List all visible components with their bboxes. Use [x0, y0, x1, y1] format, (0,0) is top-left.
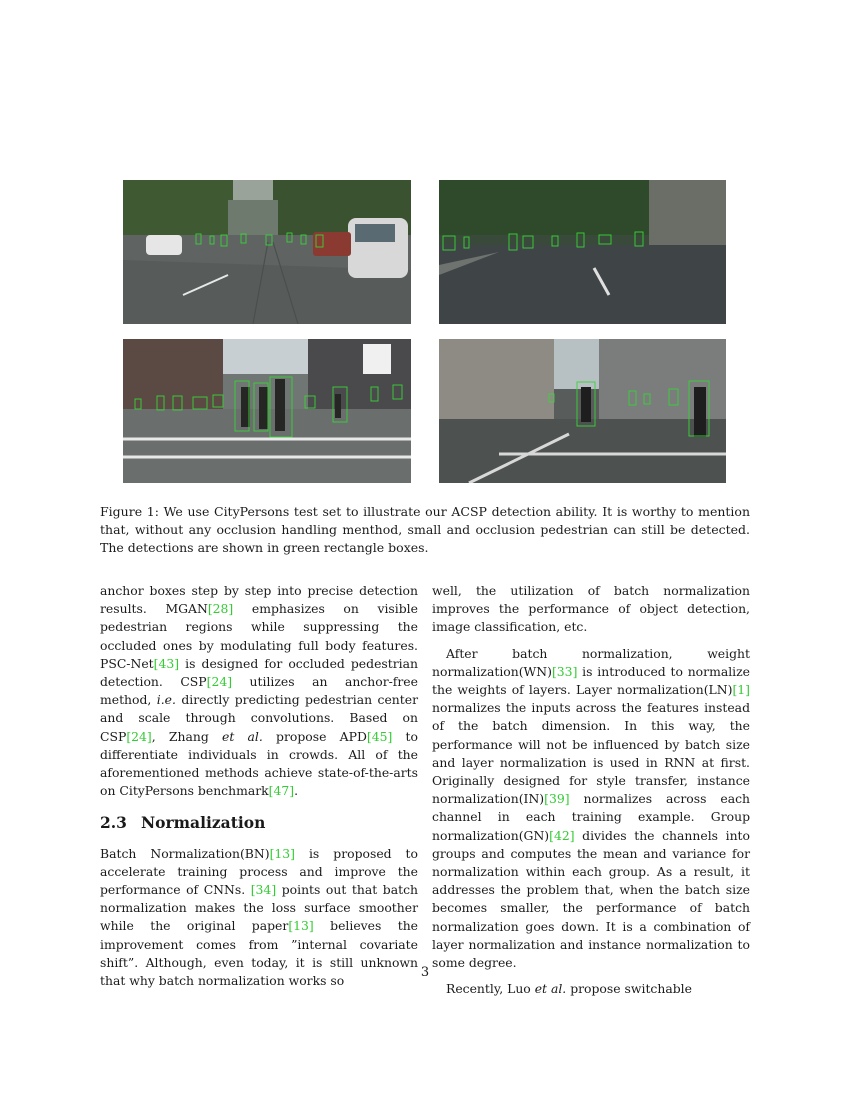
right-column	[432, 582, 750, 1006]
text-span: divides the channels into groups and computes the mean and variance for normalization within each group. As a result, it addresses the problem that, when the batch size becomes smaller, the performance of batch normalization goes down. It is a combination of layer normalization and instance normalization to some degree.	[432, 827, 750, 971]
street-scene-3	[123, 339, 411, 483]
paragraph-related-work	[100, 582, 418, 800]
paragraph-switchable	[432, 980, 750, 998]
text-span: is designed for occluded pedestrian detection. CSP	[100, 655, 418, 690]
section-heading	[100, 814, 418, 832]
text-span: normalizes the inputs across the features instead of the batch dimension. In this way, the performance will not be influenced by batch size and layer normalization is used in RNN at first. Originally designed for style transfer, instance normalization(IN)	[432, 700, 750, 807]
citation-link[interactable]: [24]	[126, 728, 152, 744]
text-span: believes the improvement comes from ”internal covariate shift”. Although, even today, it is still unknown that why batch normalization works so	[100, 918, 419, 989]
page-number: 3	[420, 965, 430, 980]
citation-link[interactable]: [47]	[268, 783, 295, 799]
street-photo-top-left	[123, 180, 411, 324]
italic-text: i.e.	[156, 692, 176, 708]
text-span: directly predicting pedestrian center and scale through convolutions. Based on CSP	[100, 692, 418, 744]
text-span: anchor boxes step by step into precise detection results. MGAN	[100, 583, 418, 617]
citation-link[interactable]: [33]	[551, 663, 578, 679]
text-span: Recently, Luo	[446, 981, 535, 997]
text-span: emphasizes on visible pedestrian regions while suppressing the occluded ones by modulating full body features. PSC-Net	[100, 601, 418, 671]
citation-link[interactable]: [34]	[250, 882, 277, 898]
text-span: .	[294, 783, 299, 799]
citation-link[interactable]: [39]	[544, 791, 570, 807]
italic-text: et al.	[222, 728, 263, 744]
street-scene-2	[439, 180, 726, 324]
text-span: normalizes across each channel in each training example. Group normalization(GN)	[432, 791, 750, 843]
text-span: utilizes an anchor-free method,	[100, 674, 418, 708]
street-scene-4	[439, 339, 726, 483]
citation-link[interactable]: [24]	[206, 674, 233, 690]
citation-link[interactable]: [1]	[732, 682, 750, 698]
citation-link[interactable]: [28]	[207, 601, 234, 617]
street-scene-1	[123, 180, 411, 324]
text-span: is introduced to normalize the weights of layers. Layer normalization(LN)	[432, 663, 750, 698]
citation-link[interactable]: [13]	[288, 918, 314, 934]
figure-caption: Figure 1: We use CityPersons test set to illustrate our ACSP detection ability. It is worthy to mention that, without any occlusion handling menthod, small and occlusion pedestrian can still be detected. The detections are shown in green rectangle boxes.	[100, 504, 750, 555]
text-span: propose switchable	[566, 981, 692, 997]
citation-link[interactable]: [42]	[549, 827, 575, 843]
citation-link[interactable]: [45]	[366, 728, 393, 744]
street-photo-top-right	[439, 180, 726, 324]
text-span: propose APD	[262, 728, 367, 744]
section-number: 2.3	[100, 813, 127, 833]
paragraph-normalization-variants	[432, 645, 750, 973]
paragraph-continued: well, the utilization of batch normalization improves the performance of object detection, image classification, etc.	[432, 583, 750, 635]
left-column	[100, 582, 418, 998]
text-span: After batch normalization, weight normalization(WN)	[432, 645, 750, 679]
text-span: to differentiate individuals in crowds. All of the aforementioned methods achieve state-of-the-arts on CityPersons benchmark	[100, 728, 418, 799]
text-span: is proposed to accelerate training process and improve the performance of CNNs.	[100, 845, 418, 898]
italic-text: et al.	[534, 981, 567, 997]
citation-link[interactable]: [43]	[153, 655, 180, 671]
section-title: Normalization	[140, 813, 266, 833]
text-span: Batch Normalization(BN)	[100, 845, 270, 861]
citation-link[interactable]: [13]	[269, 845, 295, 861]
street-photo-bottom-right	[439, 339, 726, 483]
text-span: , Zhang	[151, 728, 223, 744]
text-span: points out that batch normalization makes the loss surface smoother while the original paper	[100, 882, 419, 934]
street-photo-bottom-left	[123, 339, 411, 483]
